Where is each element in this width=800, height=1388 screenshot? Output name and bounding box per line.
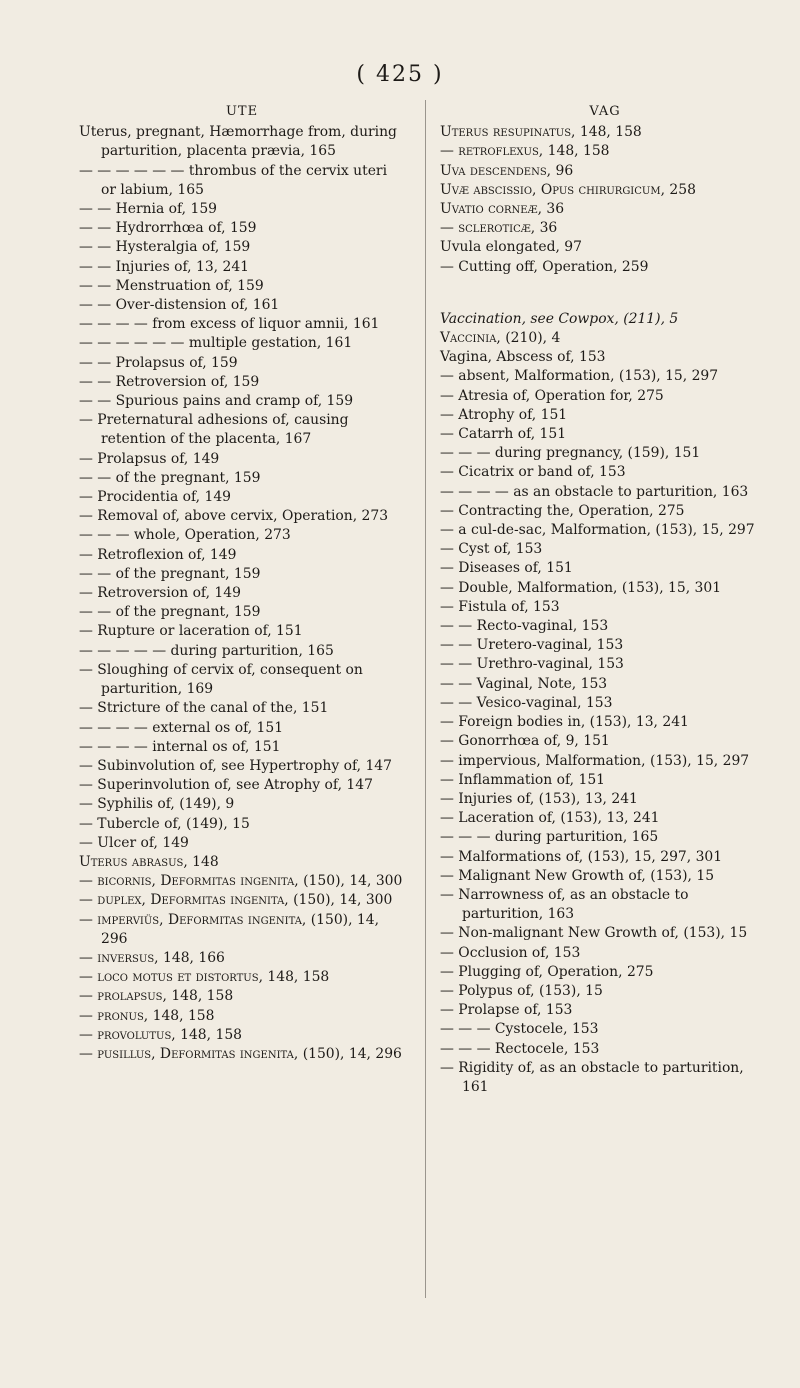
index-entry: — — of the pregnant, 159 [79,469,261,486]
left-column [79,102,405,1064]
index-entry: — imperviüs, Deformitas ingenita, (150), 14, 296 [79,911,380,947]
index-entry: — Sloughing of cervix of, consequent on parturition, 169 [79,661,363,698]
index-entry: — — Retroversion of, 159 [79,373,260,390]
right-column [440,102,770,1097]
index-entry: — — Injuries of, 13, 241 [79,258,250,275]
index-entry: — Subinvolution of, see Hypertrophy of, 147 [79,757,392,774]
index-entry: Uvula elongated, 97 [440,239,582,256]
index-entry: — Tubercle of, (149), 15 [79,815,250,832]
index-entry: — Removal of, above cervix, Operation, 273 [79,508,389,525]
index-entry: — a cul-de-sac, Malformation, (153), 15, 297 [440,522,755,539]
index-entry: — Prolapsus of, 149 [79,450,220,467]
index-entry: — Diseases of, 151 [440,560,573,577]
right-entries-list [440,123,770,1097]
index-entry: — Foreign bodies in, (153), 13, 241 [440,714,689,731]
index-entry: Vagina, Abscess of, 153 [440,349,606,366]
index-entry: — provolutus, 148, 158 [79,1026,242,1043]
index-entry: — — — whole, Operation, 273 [79,527,291,544]
index-entry: — — Menstruation of, 159 [79,277,264,294]
index-entry: — Non-malignant New Growth of, (153), 15 [440,925,748,942]
index-entry: — Prolapse of, 153 [440,1002,573,1019]
index-entry: — retroflexus, 148, 158 [440,143,610,160]
index-entry: — pronus, 148, 158 [79,1007,215,1024]
index-entry: — Cyst of, 153 [440,541,543,558]
index-entry: — Preternatural adhesions of, causing retention of the placenta, 167 [79,412,349,448]
index-entry: — — Urethro-vaginal, 153 [440,656,624,673]
index-entry: Vaccinia, (210), 4 [440,330,561,347]
index-entry: — prolapsus, 148, 158 [79,988,234,1005]
index-entry: — Gonorrhœa of, 9, 151 [440,733,610,750]
index-entry: — — Uretero-vaginal, 153 [440,637,624,654]
index-entry: — — Hydrorrhœa of, 159 [79,220,257,237]
index-entry: — Plugging of, Operation, 275 [440,963,654,980]
index-entry: — — — — internal os of, 151 [79,738,281,755]
index-entry: — Atresia of, Operation for, 275 [440,387,664,404]
index-entry: — Cutting off, Operation, 259 [440,258,649,275]
index-entry: — Malignant New Growth of, (153), 15 [440,867,715,884]
index-entry: — Inflammation of, 151 [440,771,606,788]
index-entry: — — — — as an obstacle to parturition, 163 [440,483,749,500]
index-entry: — Polypus of, (153), 15 [440,982,603,999]
index-entry: — Laceration of, (153), 13, 241 [440,810,660,827]
index-entry: — — — during parturition, 165 [440,829,659,846]
index-entry: — Atrophy of, 151 [440,406,568,423]
index-entry: — — — — — during parturition, 165 [79,642,334,659]
index-entry: — — Vaginal, Note, 153 [440,675,608,692]
index-entry: — — Vesico-vaginal, 153 [440,694,613,711]
index-entry: — absent, Malformation, (153), 15, 297 [440,368,719,385]
index-entry: Uterus resupinatus, 148, 158 [440,124,642,141]
index-entry: Uva descendens, 96 [440,162,574,179]
index-entry: — Retroversion of, 149 [79,585,241,602]
index-entry: — — Prolapsus of, 159 [79,354,238,371]
index-entry: — loco motus et distortus, 148, 158 [79,969,330,986]
index-entry: Uterus abrasus, 148 [79,853,219,870]
index-entry: — — — during pregnancy, (159), 151 [440,445,701,462]
index-entry: — — — — from excess of liquor amnii, 161 [79,316,380,333]
index-entry: — Malformations of, (153), 15, 297, 301 [440,848,723,865]
index-entry: — Occlusion of, 153 [440,944,581,961]
index-entry: — Catarrh of, 151 [440,426,567,443]
index-entry: — — — — external os of, 151 [79,719,284,736]
index-entry: — — Recto-vaginal, 153 [440,618,609,635]
column-divider [425,100,426,1298]
index-entry: — — Spurious pains and cramp of, 159 [79,393,354,410]
index-entry: — — Hernia of, 159 [79,201,218,218]
index-entry: — duplex, Deformitas ingenita, (150), 14, 300 [79,892,393,909]
index-entry: — bicornis, Deformitas ingenita, (150), 14, 300 [79,873,403,890]
index-entry: Uvæ abscissio, Opus chirurgicum, 258 [440,181,696,198]
index-entry: — Fistula of, 153 [440,598,560,615]
index-entry: — impervious, Malformation, (153), 15, 297 [440,752,750,769]
index-entry: — Double, Malformation, (153), 15, 301 [440,579,722,596]
left-column-header: UTE [225,104,259,119]
index-entry: — — — Rectocele, 153 [440,1040,600,1057]
index-entry: — Ulcer of, 149 [79,834,189,851]
section-gap [440,277,770,310]
index-entry: — Superinvolution of, see Atrophy of, 147 [79,777,373,794]
index-entry: — Cicatrix or band of, 153 [440,464,626,481]
index-entry: — — — Cystocele, 153 [440,1021,599,1038]
index-entry: — Rupture or laceration of, 151 [79,623,303,640]
index-entry: — — — — — — multiple gestation, 161 [79,335,353,352]
index-entry: — — of the pregnant, 159 [79,565,261,582]
index-entry: Uterus, pregnant, Hæmorrhage from, during parturition, placenta prævia, 165 [79,124,397,160]
index-entry: Vaccination, see Cowpox, (211), 5 [440,310,679,327]
index-entry: — — of the pregnant, 159 [79,604,261,621]
index-entry: — Injuries of, (153), 13, 241 [440,790,638,807]
index-entry: — — — — — — thrombus of the cervix uteri or labium, 165 [79,162,388,198]
page-number: ( 425 ) [356,62,444,87]
right-column-header: VAG [589,104,621,119]
index-entry: — Procidentia of, 149 [79,489,232,506]
index-entry: — scleroticæ, 36 [440,220,558,237]
index-entry: — — Over-distension of, 161 [79,297,280,314]
index-entry: — Retroflexion of, 149 [79,546,237,563]
index-entry: — Rigidity of, as an obstacle to parturition, 161 [440,1059,744,1095]
index-entry: — inversus, 148, 166 [79,949,225,966]
index-entry: — Narrowness of, as an obstacle to parturition, 163 [440,886,689,923]
index-entry: — Stricture of the canal of the, 151 [79,700,329,717]
index-entry: — Syphilis of, (149), 9 [79,796,235,813]
index-entry: — — Hysteralgia of, 159 [79,239,251,256]
index-entry: Uvatio corneæ, 36 [440,201,565,218]
left-entries-list [79,123,405,1064]
index-entry: — Contracting the, Operation, 275 [440,502,685,519]
index-entry: — pusillus, Deformitas ingenita, (150), 14, 296 [79,1045,402,1062]
